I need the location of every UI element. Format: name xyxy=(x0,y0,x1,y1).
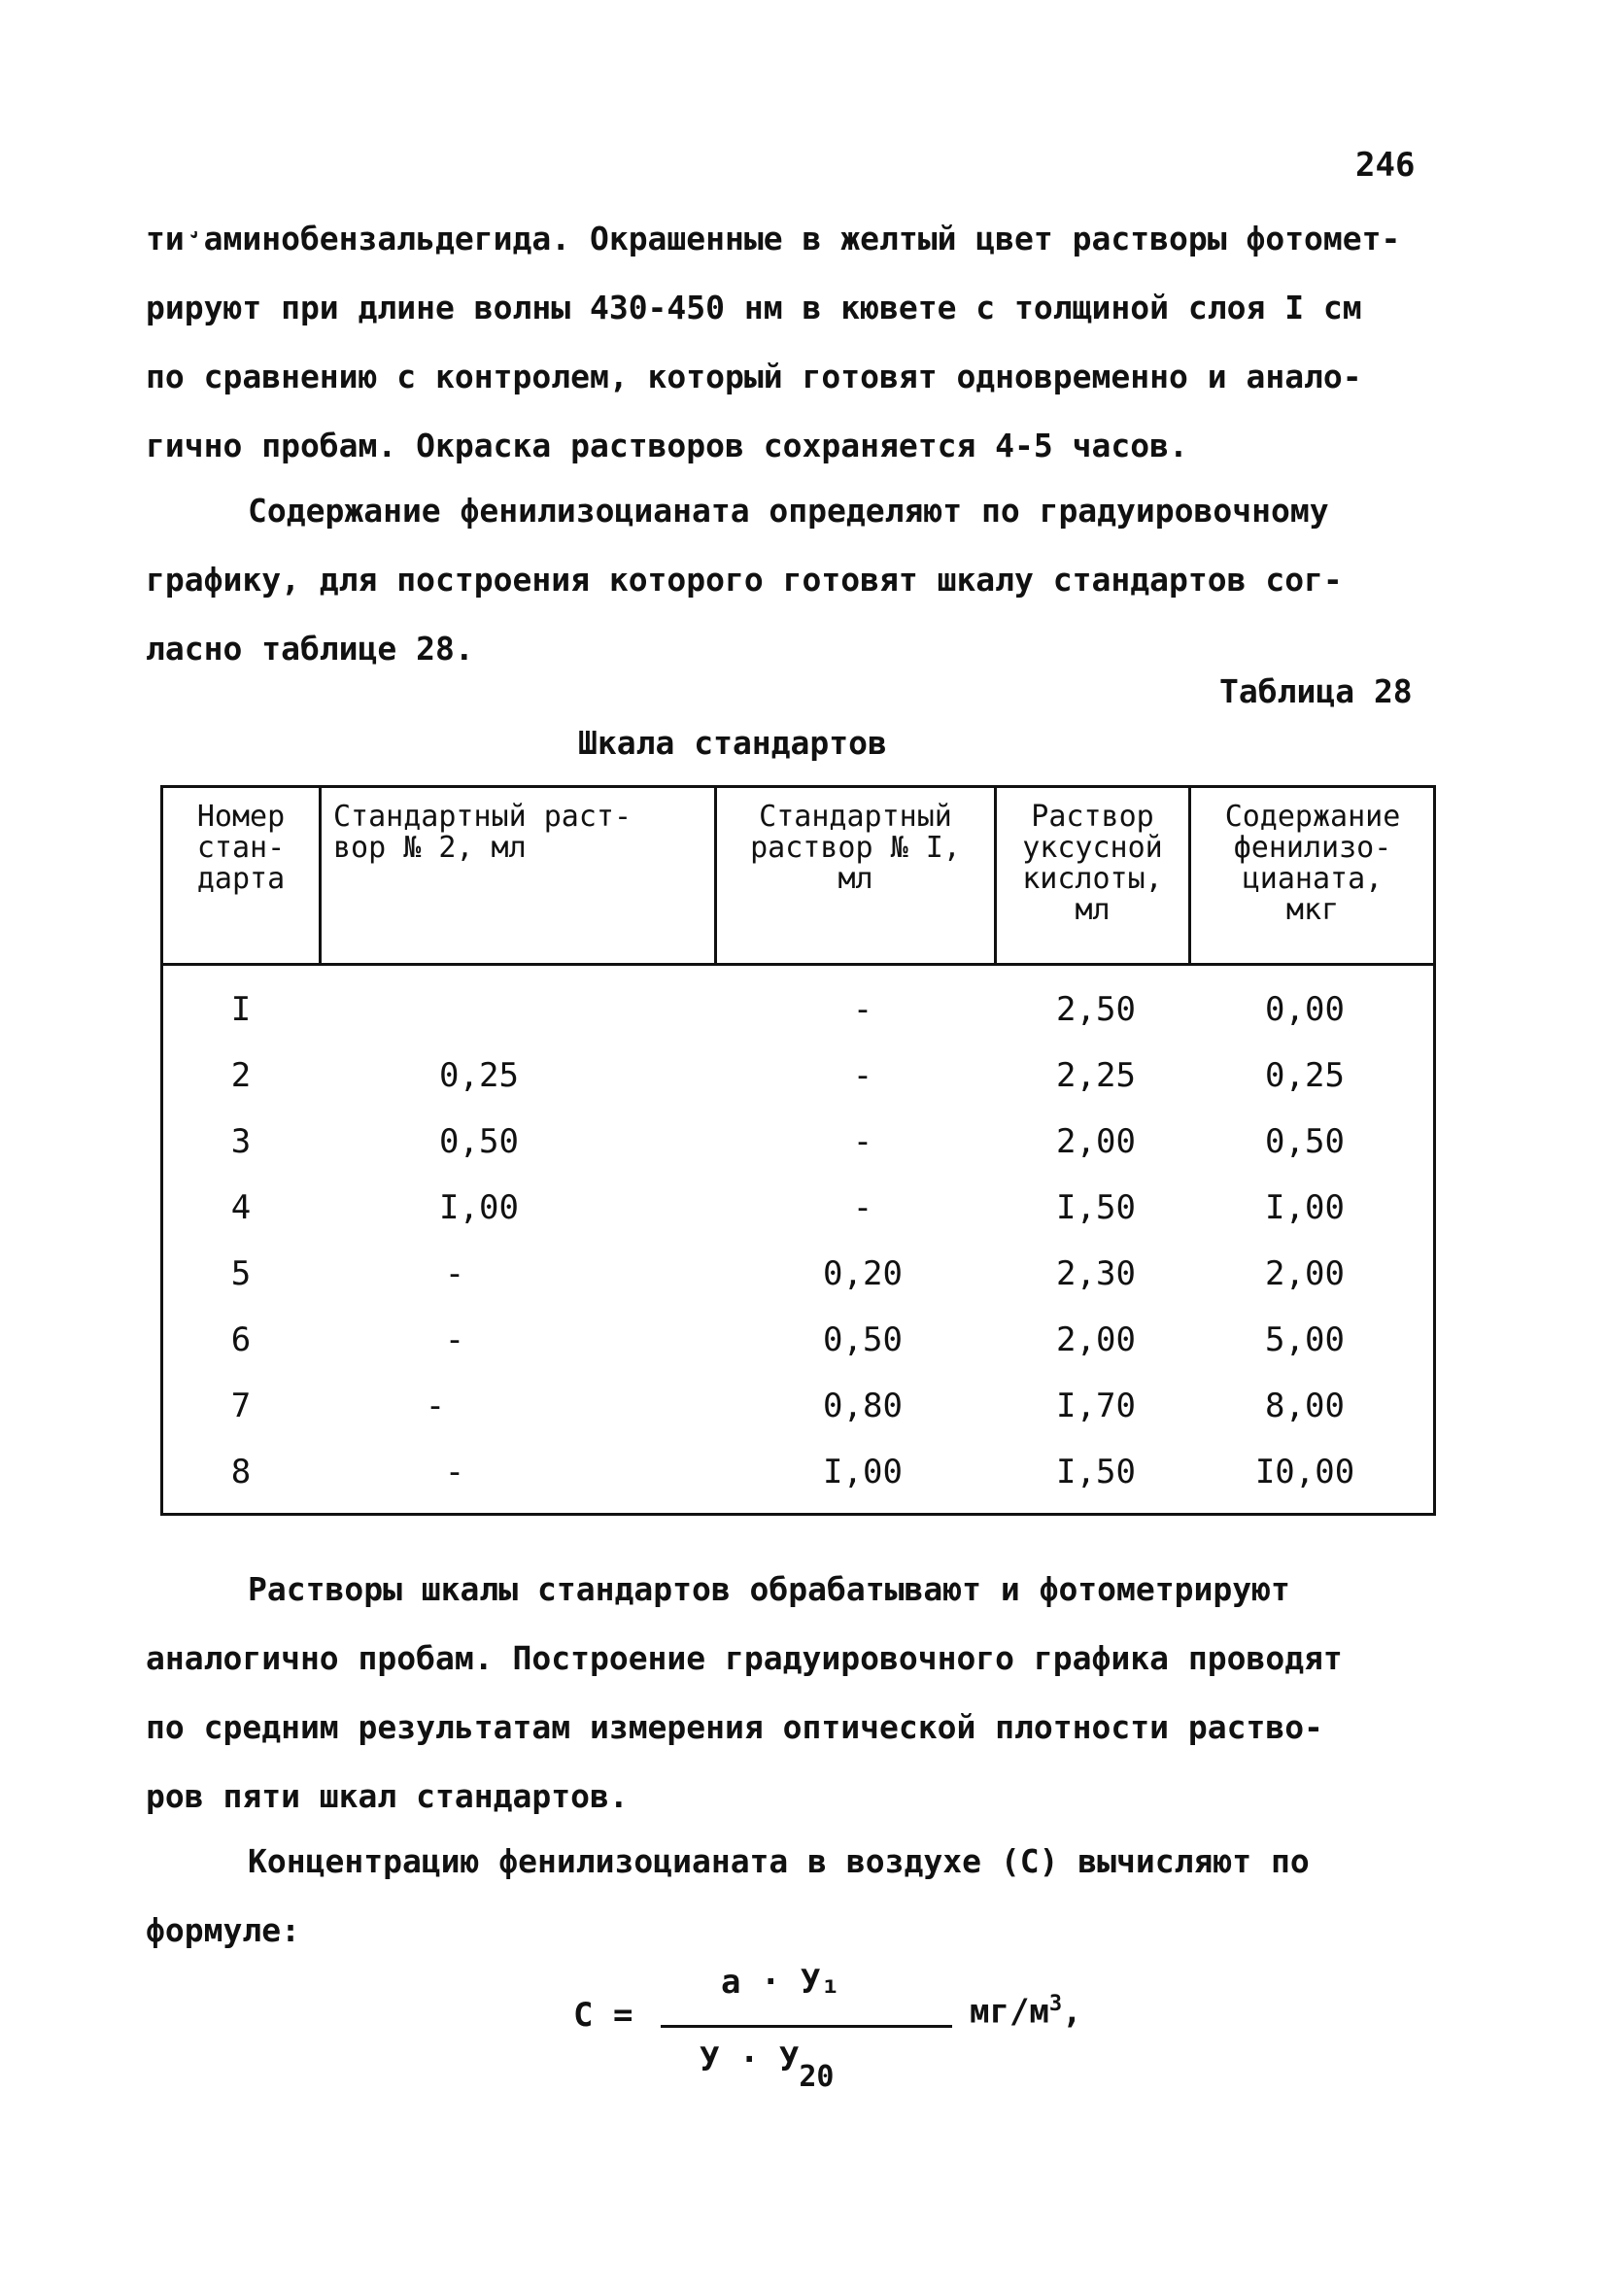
cell-solution-2: - xyxy=(425,1387,446,1425)
fraction-bar xyxy=(661,2025,952,2028)
cell-solution-1: - xyxy=(852,1188,873,1227)
header-line: раствор № I, xyxy=(750,831,961,865)
paragraph-line: гично пробам. Окраска растворов сохраняется 4-5 часов. xyxy=(146,427,1188,464)
cell-solution-1: - xyxy=(852,1122,873,1161)
cell-content: 2,00 xyxy=(1265,1254,1345,1293)
cell-solution-2: 0,50 xyxy=(439,1122,519,1161)
paragraph-line: по средним результатам измерения оптической плотности раство- xyxy=(146,1708,1323,1746)
header-line: стан- xyxy=(196,831,286,865)
header-cell-solution-2 xyxy=(333,802,712,864)
header-line: Номер xyxy=(196,800,286,834)
paragraph-2 xyxy=(146,476,1438,683)
cell-solution-1: - xyxy=(852,1056,873,1095)
table-row xyxy=(163,1056,1433,1122)
cell-number: 6 xyxy=(230,1320,252,1359)
cell-number: 8 xyxy=(230,1453,252,1491)
header-cell-content xyxy=(1191,802,1434,926)
header-line: кислоты, xyxy=(1022,862,1163,896)
table-row xyxy=(163,1122,1433,1188)
paragraph-line: графику, для построения которого готовят шкалу стандартов сог- xyxy=(146,561,1343,599)
column-divider xyxy=(319,788,322,963)
header-line: уксусной xyxy=(1022,831,1163,865)
header-line: цианата, xyxy=(1242,862,1384,896)
header-line: Стандартный раст- xyxy=(333,800,633,834)
units-superscript: 3 xyxy=(1048,1992,1063,2016)
table-row xyxy=(163,1254,1433,1320)
table-row xyxy=(163,1453,1433,1519)
header-line: Раствор xyxy=(1031,800,1154,834)
denominator-subscript: 20 xyxy=(799,2060,835,2094)
header-cell-acetic-acid xyxy=(997,802,1188,926)
paragraph-line: по сравнению с контролем, который готовят одновременно и анало- xyxy=(146,358,1362,395)
paragraph-line: ти̛аминобензальдегида. Окрашенные в желтый цвет растворы фотомет- xyxy=(146,220,1401,257)
cell-content: 8,00 xyxy=(1265,1387,1345,1425)
header-line: Стандартный xyxy=(759,800,952,834)
standards-table xyxy=(160,785,1436,1516)
cell-acetic-acid: 2,30 xyxy=(1056,1254,1136,1293)
header-line: мл xyxy=(838,862,873,896)
paragraph-line: формуле: xyxy=(146,1911,300,1949)
cell-content: 0,25 xyxy=(1265,1056,1345,1095)
cell-acetic-acid: 2,00 xyxy=(1056,1122,1136,1161)
paragraph-3 xyxy=(146,1555,1438,1831)
table-header xyxy=(163,788,1433,966)
table-label: Таблица 28 xyxy=(1219,672,1413,710)
formula-lhs: С = xyxy=(573,1996,633,2035)
paragraph-line: аналогично пробам. Построение градуировочного графика проводят xyxy=(146,1639,1343,1677)
cell-acetic-acid: I,50 xyxy=(1056,1453,1136,1491)
cell-number: I xyxy=(230,990,252,1029)
units-main: мг/м xyxy=(970,1992,1049,2032)
cell-solution-1: - xyxy=(852,990,873,1029)
cell-number: 4 xyxy=(230,1188,252,1227)
units-tail: , xyxy=(1062,1992,1082,2032)
cell-solution-1: 0,50 xyxy=(823,1320,903,1359)
cell-solution-2: - xyxy=(444,1453,465,1491)
cell-solution-2: I,00 xyxy=(439,1188,519,1227)
cell-solution-2: - xyxy=(444,1320,465,1359)
paragraph-line: Растворы шкалы стандартов обрабатывают и фотометрируют xyxy=(248,1570,1290,1608)
cell-acetic-acid: I,70 xyxy=(1056,1387,1136,1425)
cell-number: 7 xyxy=(230,1387,252,1425)
paragraph-line: Концентрацию фенилизоцианата в воздухе (С) вычисляют по xyxy=(248,1842,1310,1880)
cell-solution-2: 0,25 xyxy=(439,1056,519,1095)
header-line: мл xyxy=(1075,893,1111,927)
paragraph-1 xyxy=(146,204,1438,480)
cell-solution-1: 0,80 xyxy=(823,1387,903,1425)
paragraph-line: рируют при длине волны 430-450 нм в кювете с толщиной слоя I см xyxy=(146,289,1362,326)
cell-content: 5,00 xyxy=(1265,1320,1345,1359)
cell-acetic-acid: I,50 xyxy=(1056,1188,1136,1227)
formula-denominator xyxy=(700,2040,834,2094)
header-line: Содержание xyxy=(1224,800,1401,834)
page-number: 246 xyxy=(1355,146,1416,185)
paragraph-4 xyxy=(146,1827,1438,1965)
formula-units xyxy=(970,1992,1082,2031)
cell-solution-1: I,00 xyxy=(823,1453,903,1491)
paragraph-line: Содержание фенилизоцианата определяют по градуировочному xyxy=(248,492,1329,530)
table-title: Шкала стандартов xyxy=(578,724,887,762)
formula-numerator: а · У₁ xyxy=(721,1963,840,2002)
cell-acetic-acid: 2,25 xyxy=(1056,1056,1136,1095)
paragraph-line: ласно таблице 28. xyxy=(146,630,474,668)
cell-number: 3 xyxy=(230,1122,252,1161)
table-row xyxy=(163,1320,1433,1387)
cell-acetic-acid: 2,00 xyxy=(1056,1320,1136,1359)
cell-solution-1: 0,20 xyxy=(823,1254,903,1293)
header-line: вор № 2, мл xyxy=(333,831,527,865)
cell-number: 5 xyxy=(230,1254,252,1293)
header-cell-number xyxy=(163,802,319,895)
header-line: мкг xyxy=(1285,893,1340,927)
cell-solution-2: - xyxy=(444,1254,465,1293)
header-line: дарта xyxy=(196,862,286,896)
table-row xyxy=(163,1387,1433,1453)
cell-content: I0,00 xyxy=(1254,1453,1355,1491)
header-cell-solution-1 xyxy=(717,802,994,895)
cell-acetic-acid: 2,50 xyxy=(1056,990,1136,1029)
cell-content: 0,00 xyxy=(1265,990,1345,1029)
cell-content: 0,50 xyxy=(1265,1122,1345,1161)
concentration-formula xyxy=(573,1963,1117,2099)
header-line: фенилизо- xyxy=(1233,831,1392,865)
paragraph-line: ров пяти шкал стандартов. xyxy=(146,1777,629,1815)
table-row xyxy=(163,990,1433,1056)
table-row xyxy=(163,1188,1433,1254)
denominator-main: У · У xyxy=(700,2040,800,2079)
cell-number: 2 xyxy=(230,1056,252,1095)
cell-content: I,00 xyxy=(1265,1188,1345,1227)
